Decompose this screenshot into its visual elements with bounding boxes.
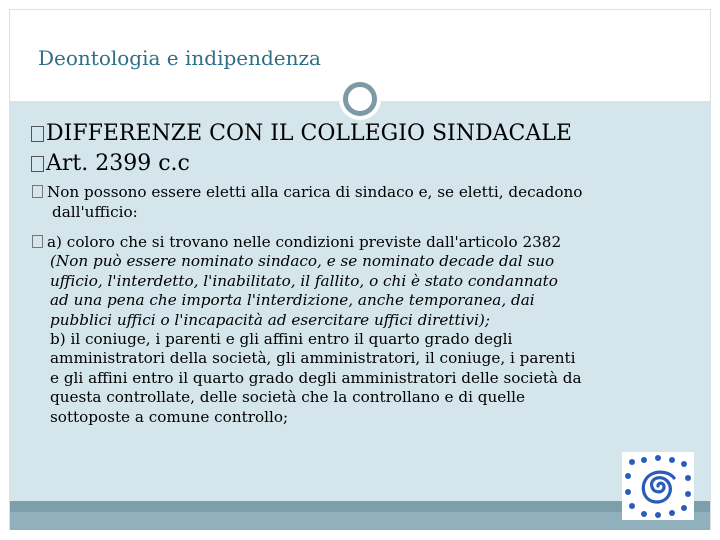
item-2-line: b) il coniuge, i parenti e gli affini entro il quarto grado degli [50, 330, 513, 349]
item-2-line: (Non può essere nominato sindaco, e se nominato decade dal suo [50, 252, 555, 271]
item-1 [32, 183, 582, 202]
item-2-line: pubblici uffici o l'incapacità ad esercitare uffici direttivi); [50, 310, 490, 329]
spiral-sun-svg [622, 452, 694, 520]
item-1-text: Non possono essere eletti alla carica di sindaco e, se eletti, decadono [47, 183, 583, 201]
item-1-cont-text: dall'ufficio: [52, 203, 138, 221]
item-2-line: ad una pena che importa l'interdizione, anche temporanea, dai [50, 291, 535, 310]
slide-title: Deontologia e indipendenza [38, 46, 321, 70]
ring-icon [339, 78, 381, 120]
item-2-line: questa controllate, delle società che la controllano e di quelle [50, 388, 525, 407]
item-2-line-text: a) coloro che si trovano nelle condizioni previste dall'articolo 2382 [47, 233, 562, 251]
heading-2 [31, 151, 190, 176]
heading-1-text: DIFFERENZE CON IL COLLEGIO SINDACALE [46, 121, 572, 146]
content-panel [10, 101, 710, 501]
footer-strip [10, 512, 710, 530]
item-1-continued [32, 203, 138, 222]
spiral-sun-logo-icon [622, 452, 694, 520]
heading-2-text: Art. 2399 c.c [46, 151, 190, 176]
ring-inner [343, 82, 377, 116]
content-body [10, 101, 710, 501]
heading-1 [31, 121, 572, 146]
item-2-line: sottoposte a comune controllo; [50, 407, 289, 426]
item-2 [32, 233, 704, 427]
item-2-line: ufficio, l'interdetto, l'inabilitato, il fallito, o chi è stato condannato [50, 271, 558, 290]
item-2-line [32, 233, 704, 252]
bullet-square-icon [32, 185, 43, 198]
item-2-line: e gli affini entro il quarto grado degli amministratori delle società da [50, 368, 582, 387]
item-2-line: amministratori della società, gli amministratori, il coniuge, i parenti [50, 349, 576, 368]
bullet-square-icon [31, 126, 44, 142]
bullet-square-icon [31, 156, 44, 172]
bullet-square-icon [32, 235, 43, 248]
